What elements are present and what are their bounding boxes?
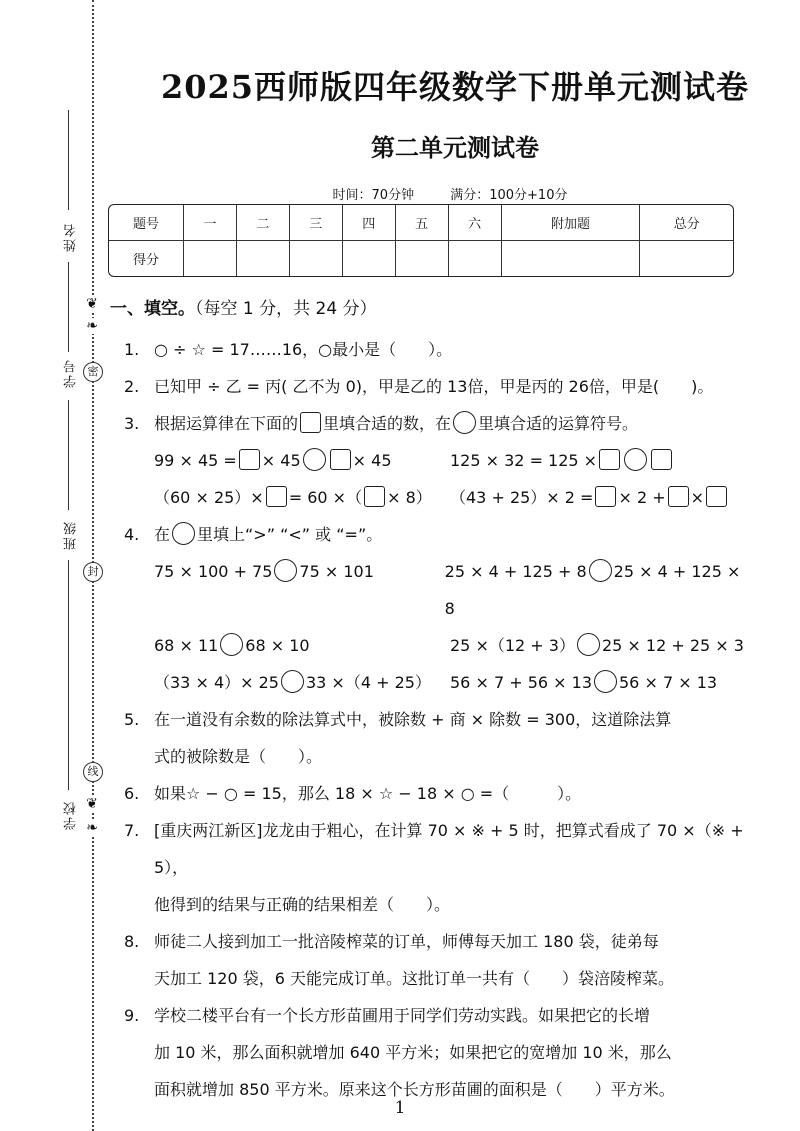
expr: × 45: [261, 451, 301, 470]
page-number: 1: [394, 1098, 406, 1118]
question-9: [110, 997, 750, 1108]
header-cell: 五: [396, 205, 449, 241]
answer-box[interactable]: [266, 486, 287, 507]
question-number: 3.: [124, 414, 140, 433]
expr: 99 × 45 =: [154, 451, 237, 470]
expr: = 60 ×（: [288, 488, 363, 507]
expr: （60 × 25）×: [154, 488, 264, 507]
name-write-line: [68, 110, 69, 210]
header-cell: 总分: [640, 205, 733, 241]
question-number: 7.: [124, 821, 140, 840]
section-title: 一、填空。: [110, 299, 195, 319]
question-text: 天加工 120 袋，6 天能完成订单。这批订单一共有（ ）袋涪陵榨菜。: [154, 969, 674, 988]
header-cell: 四: [343, 205, 396, 241]
expr: 125 × 32 = 125 ×: [450, 451, 598, 470]
question-5: [110, 701, 750, 775]
expr: 33 ×（4 + 25）: [305, 673, 431, 692]
score-cell[interactable]: [343, 241, 396, 276]
score-table: [108, 204, 734, 277]
score-cell[interactable]: [502, 241, 641, 276]
answer-circle[interactable]: [577, 633, 600, 656]
score-cell[interactable]: [449, 241, 502, 276]
question-number: 5.: [124, 710, 140, 729]
question-section: [110, 294, 750, 1108]
id-write-line: [68, 262, 69, 352]
expr: × 8）: [387, 488, 432, 507]
expr: 25 × 4 + 125 × 8: [444, 562, 741, 618]
answer-box[interactable]: [364, 486, 385, 507]
expr: × 45: [352, 451, 392, 470]
score-cell[interactable]: [396, 241, 449, 276]
question-3-row-1: [110, 442, 750, 479]
answer-circle[interactable]: [594, 670, 617, 693]
question-4-row-3: [110, 664, 750, 701]
score-table-header-row: [109, 205, 733, 241]
question-4: [110, 516, 750, 553]
expr: 25 × 4 + 125 + 8: [444, 562, 587, 581]
question-number: 6.: [124, 784, 140, 803]
question-text: 在: [154, 525, 171, 544]
header-cell: 三: [290, 205, 343, 241]
score-cell[interactable]: [237, 241, 290, 276]
expr: 25 × 12 + 25 × 3: [601, 636, 744, 655]
expr: 56 × 7 × 13: [619, 673, 718, 692]
section-heading: [110, 294, 750, 319]
full-score: 满分：100分+10分: [450, 188, 568, 203]
seal-mark-mi: 密: [83, 362, 103, 382]
seal-mark-xian: 线: [83, 762, 103, 782]
expr: × 2 +: [618, 488, 666, 507]
question-text: 里填合适的数，在: [323, 414, 452, 433]
decor-scroll-icon: ❦: [82, 796, 102, 812]
answer-box[interactable]: [595, 486, 616, 507]
answer-box[interactable]: [239, 449, 260, 470]
answer-circle[interactable]: [220, 633, 243, 656]
expr: 25 ×（12 + 3）: [450, 636, 575, 655]
circle-icon: [453, 411, 476, 434]
answer-circle[interactable]: [281, 670, 304, 693]
class-label: 班级: [64, 520, 79, 550]
expr: 75 × 101: [299, 562, 374, 581]
question-2: [110, 368, 750, 405]
question-8: [110, 923, 750, 997]
question-number: 9.: [124, 1006, 140, 1025]
question-text: 学校二楼平台有一个长方形苗圃用于同学们劳动实践。如果把它的长增: [154, 1006, 651, 1025]
header-cell: 附加题: [502, 205, 641, 241]
question-text: 如果☆ − ○ = 15，那么 18 × ☆ − 18 × ○ =（ ）。: [154, 784, 582, 803]
section-note: （每空 1 分，共 24 分）: [195, 299, 377, 319]
score-cell[interactable]: [184, 241, 237, 276]
expr: 75 × 100 + 75: [154, 562, 273, 581]
answer-circle[interactable]: [589, 559, 612, 582]
score-cell[interactable]: [640, 241, 733, 276]
decor-scroll-icon: ❧: [82, 820, 102, 836]
decor-scroll-icon: ❧: [82, 318, 102, 334]
answer-circle[interactable]: [303, 448, 326, 471]
question-text: 加 10 米，那么面积就增加 640 平方米；如果把它的宽增加 10 米，那么: [154, 1043, 672, 1062]
score-row-label: 得分: [109, 241, 184, 276]
expr: ×: [690, 488, 705, 507]
answer-box[interactable]: [330, 449, 351, 470]
school-label: 学校: [64, 800, 79, 830]
answer-box[interactable]: [599, 449, 620, 470]
header-cell: 一: [184, 205, 237, 241]
question-number: 1.: [124, 340, 140, 359]
circle-icon: [172, 522, 195, 545]
question-4-row-1: [110, 553, 750, 627]
question-4-row-2: [110, 627, 750, 664]
expr: （43 + 25）× 2 =: [450, 488, 594, 507]
expr: 68 × 10: [245, 636, 310, 655]
answer-circle[interactable]: [624, 448, 647, 471]
question-text: 里填上“>” “<” 或 “=”。: [197, 525, 383, 544]
question-text: 根据运算律在下面的: [154, 414, 299, 433]
page-title: 2025西师版四年级数学下册单元测试卷: [160, 68, 750, 106]
question-text: 已知甲 ÷ 乙 = 丙( 乙不为 0)，甲是乙的 13倍，甲是丙的 26倍，甲是( )。: [154, 377, 714, 396]
question-text: ○ ÷ ☆ = 17……16，○最小是（ ）。: [154, 340, 453, 359]
time-limit: 时间：70分钟: [332, 188, 415, 203]
question-number: 4.: [124, 525, 140, 544]
expr: 68 × 11: [154, 636, 219, 655]
name-label: 姓名: [64, 222, 79, 252]
decor-scroll-icon: ❦: [82, 296, 102, 312]
expr: 56 × 7 + 56 × 13: [450, 673, 592, 692]
school-write-line: [68, 560, 69, 790]
question-text: 里填合适的运算符号。: [478, 414, 639, 433]
question-text: 在一道没有余数的除法算式中，被除数 + 商 × 除数 = 300，这道除法算: [154, 710, 672, 729]
class-write-line: [68, 400, 69, 510]
exam-meta: [110, 184, 790, 203]
answer-box[interactable]: [706, 486, 727, 507]
page-subtitle: 第二单元测试卷: [371, 133, 539, 162]
seal-mark-feng: 封: [83, 562, 103, 582]
score-table-score-row: [109, 241, 733, 276]
answer-box[interactable]: [668, 486, 689, 507]
question-7: [110, 812, 750, 923]
question-text: 式的被除数是（ ）。: [154, 747, 323, 766]
expr: （33 × 4）× 25: [154, 673, 279, 692]
question-number: 2.: [124, 377, 140, 396]
question-text: 师徒二人接到加工一批涪陵榨菜的订单，师傅每天加工 180 袋，徒弟每: [154, 932, 659, 951]
header-cell: 二: [237, 205, 290, 241]
question-text: 他得到的结果与正确的结果相差（ ）。: [154, 895, 451, 914]
question-1: [110, 331, 750, 368]
question-3-row-2: [110, 479, 750, 516]
square-box-icon: [300, 412, 321, 433]
header-cell: 题号: [109, 205, 184, 241]
question-number: 8.: [124, 932, 140, 951]
question-6: [110, 775, 750, 812]
question-3: [110, 405, 750, 442]
score-cell[interactable]: [290, 241, 343, 276]
id-label: 学号: [64, 358, 79, 388]
question-text: [重庆两江新区]龙龙由于粗心，在计算 70 × ※ + 5 时，把算式看成了 70 ×（※ + 5），: [154, 821, 744, 877]
header-cell: 六: [449, 205, 502, 241]
question-text: 面积就增加 850 平方米。原来这个长方形苗圃的面积是（ ）平方米。: [154, 1080, 675, 1099]
answer-box[interactable]: [651, 449, 672, 470]
answer-circle[interactable]: [274, 559, 297, 582]
